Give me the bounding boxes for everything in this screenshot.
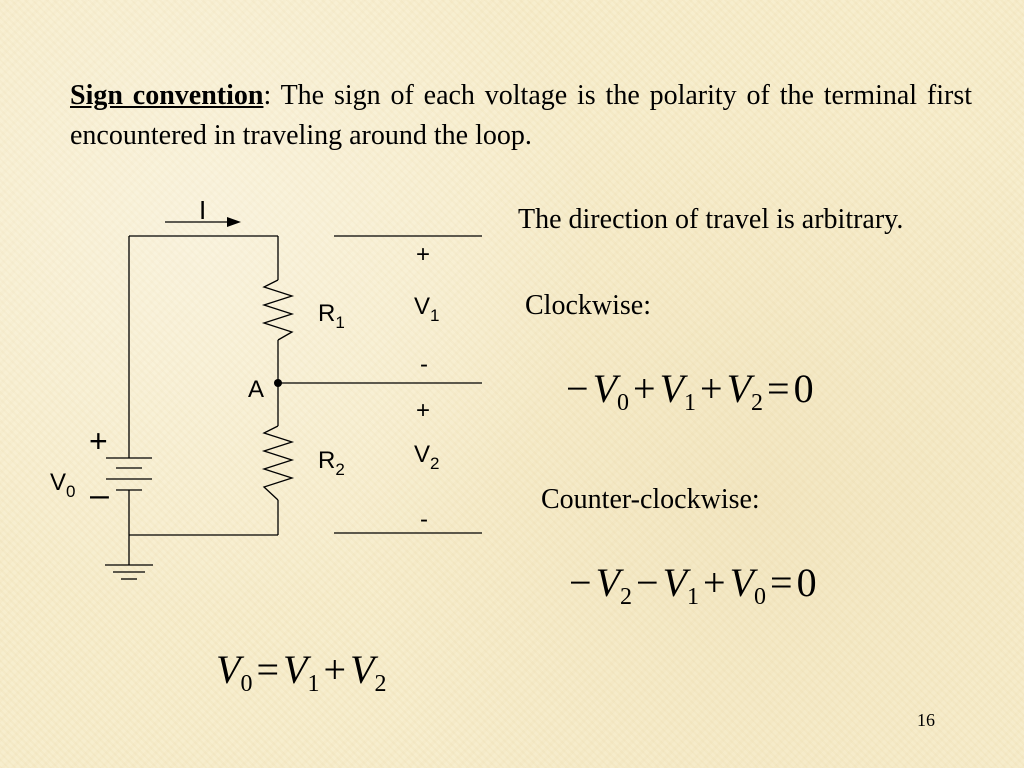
eq-variable: V: [283, 647, 308, 692]
eq-operator: +: [703, 560, 726, 605]
eq-variable: V: [216, 647, 241, 692]
r2-label: $R_2$: [318, 447, 345, 479]
eq-subscript: 2: [751, 390, 763, 416]
eq-operator: −: [636, 560, 659, 605]
source-minus-sign: –: [90, 476, 109, 514]
eq-variable: V: [662, 560, 687, 605]
v2-label: $V_2$: [414, 441, 440, 473]
resistor-r1: [264, 280, 292, 340]
eq-subscript: 1: [684, 390, 696, 416]
intro-term: Sign convention: [70, 80, 264, 111]
eq-variable: V: [729, 560, 754, 605]
node-a-label: A: [248, 376, 265, 403]
eq-subscript: 1: [687, 584, 699, 610]
clockwise-equation: [562, 366, 814, 416]
kvl-result-equation: [216, 647, 387, 697]
eq-number: 0: [796, 560, 817, 605]
counter-clockwise-label: Counter-clockwise:: [541, 484, 760, 515]
node-a-dot: [274, 379, 282, 387]
v0-label: $V_0$: [50, 469, 76, 501]
v2-minus-sign: -: [420, 506, 428, 533]
eq-subscript: 0: [754, 584, 766, 610]
eq-operator: −: [569, 560, 592, 605]
eq-subscript: 2: [374, 671, 387, 697]
resistor-r2: [264, 426, 292, 500]
v1-minus-sign: -: [420, 351, 428, 378]
eq-subscript: 1: [307, 671, 320, 697]
eq-number: 0: [793, 366, 814, 411]
eq-variable: V: [659, 366, 684, 411]
slide-number: 16: [917, 710, 935, 730]
eq-operator: =: [770, 560, 793, 605]
r1-label: $R_1$: [318, 300, 345, 332]
eq-variable: V: [592, 366, 617, 411]
source-plus-sign: +: [89, 423, 108, 459]
clockwise-label: Clockwise:: [525, 290, 651, 321]
eq-operator: +: [700, 366, 723, 411]
eq-operator: =: [256, 647, 279, 692]
v2-plus-sign: +: [416, 397, 431, 424]
eq-operator: +: [323, 647, 346, 692]
eq-operator: +: [633, 366, 656, 411]
v1-plus-sign: +: [416, 241, 431, 268]
current-arrow-head: [227, 217, 241, 227]
eq-variable: V: [726, 366, 751, 411]
eq-variable: V: [350, 647, 375, 692]
eq-subscript: 0: [240, 671, 253, 697]
current-label: I: [199, 195, 207, 225]
intro-text: : The sign of each voltage is the polarity of the terminal first encountered in traveling around the loop.: [70, 80, 972, 151]
eq-subscript: 0: [617, 390, 629, 416]
counter-clockwise-equation: [565, 560, 817, 610]
eq-operator: −: [566, 366, 589, 411]
eq-variable: V: [595, 560, 620, 605]
eq-operator: =: [767, 366, 790, 411]
direction-note: The direction of travel is arbitrary.: [518, 204, 904, 235]
eq-subscript: 2: [620, 584, 632, 610]
v1-label: $V_1$: [414, 293, 440, 325]
